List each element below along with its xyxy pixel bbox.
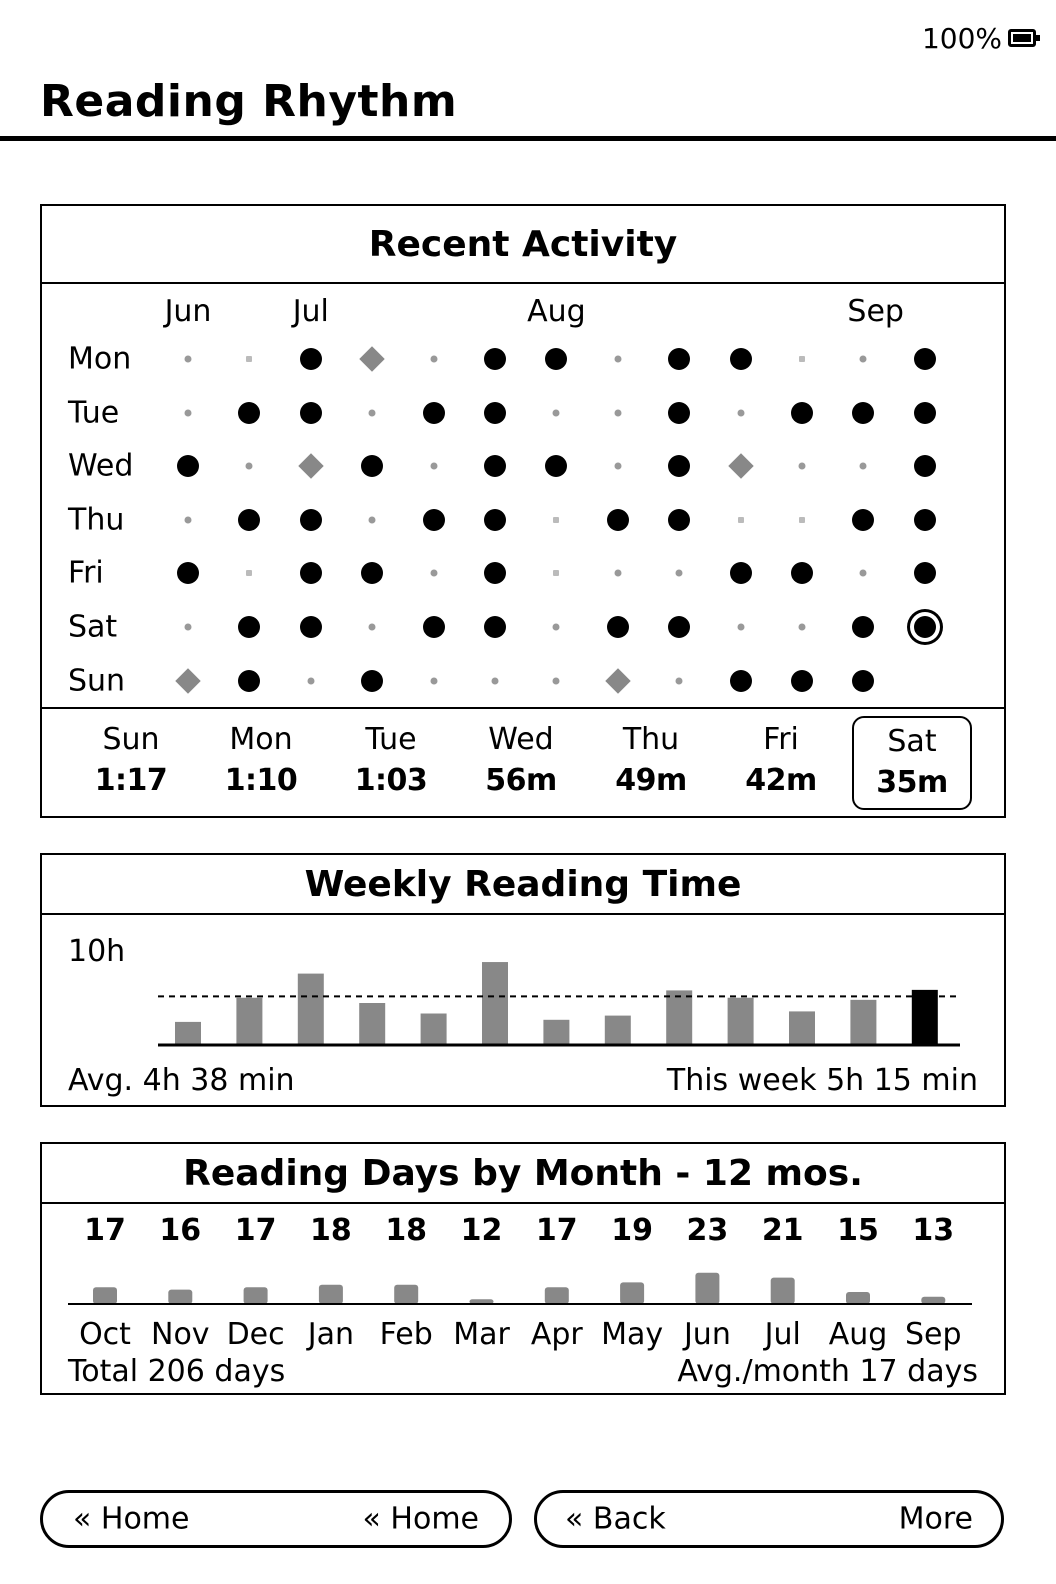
activity-cell <box>791 402 813 424</box>
recent-activity-title: Recent Activity <box>42 206 1004 284</box>
day-summary-day: Thu <box>622 722 680 757</box>
activity-cell <box>730 348 752 370</box>
status-bar <box>922 18 1036 58</box>
month-category-label: Aug <box>828 1317 888 1352</box>
day-summary-value: 56m <box>485 763 557 798</box>
day-summary-day: Fri <box>763 722 799 757</box>
nav-home-link-2[interactable]: « Home <box>362 1501 479 1537</box>
activity-cell <box>737 624 744 631</box>
month-bar <box>620 1282 644 1304</box>
day-summary-day: Sun <box>102 722 160 757</box>
weekday-label: Tue <box>68 395 120 431</box>
day-summary-value: 42m <box>745 763 817 798</box>
month-category-label: Jun <box>683 1317 731 1352</box>
weekly-scale-label: 10h <box>68 934 126 969</box>
month-label: Sep <box>847 294 904 329</box>
activity-cell <box>238 670 260 692</box>
activity-cell <box>185 516 192 523</box>
activity-cell <box>545 455 567 477</box>
month-value-label: 18 <box>385 1213 428 1248</box>
activity-cell <box>553 570 559 576</box>
month-value-label: 17 <box>84 1213 126 1248</box>
activity-cell <box>668 509 690 531</box>
weekly-bar <box>175 1022 201 1045</box>
activity-cell <box>799 463 806 470</box>
month-bar <box>168 1290 192 1304</box>
weekly-reading-title: Weekly Reading Time <box>42 855 1004 915</box>
activity-cell <box>668 616 690 638</box>
activity-cell <box>246 570 252 576</box>
activity-cell <box>676 677 683 684</box>
activity-cell <box>238 509 260 531</box>
activity-cell <box>300 348 322 370</box>
day-summary-value: 1:17 <box>94 763 168 798</box>
month-category-label: Sep <box>905 1317 962 1352</box>
activity-cell <box>185 624 192 631</box>
activity-cell <box>607 509 629 531</box>
activity-cell <box>553 677 560 684</box>
day-summary-day: Mon <box>229 722 293 757</box>
month-bar <box>319 1285 343 1304</box>
activity-cell <box>553 409 560 416</box>
month-value-label: 23 <box>686 1213 729 1248</box>
nav-button-left[interactable] <box>40 1490 512 1548</box>
month-bar <box>771 1278 795 1304</box>
month-category-label: Jan <box>307 1317 355 1352</box>
day-summary-day: Wed <box>488 722 554 757</box>
activity-cell <box>852 616 874 638</box>
weekday-label: Sun <box>68 663 126 699</box>
day-summary-value: 1:10 <box>224 763 298 798</box>
day-summary-wed[interactable] <box>461 716 581 810</box>
month-label: Jun <box>164 294 212 329</box>
activity-cell <box>914 509 936 531</box>
activity-cell <box>430 463 437 470</box>
battery-icon <box>1008 29 1036 47</box>
activity-cell <box>553 624 560 631</box>
activity-cell <box>484 616 506 638</box>
day-summary-fri[interactable] <box>721 716 841 810</box>
day-summary-day: Tue <box>365 722 417 757</box>
month-category-label: Mar <box>453 1317 510 1352</box>
nav-button-right[interactable] <box>534 1490 1004 1548</box>
weekday-label: Thu <box>68 502 125 538</box>
activity-cell <box>430 677 437 684</box>
monthly-total-label: Total 206 days <box>68 1354 286 1389</box>
activity-cell <box>177 562 199 584</box>
month-category-label: Feb <box>379 1317 433 1352</box>
activity-cell <box>423 402 445 424</box>
month-value-label: 17 <box>234 1213 277 1248</box>
month-category-label: May <box>601 1317 664 1352</box>
activity-cell <box>607 616 629 638</box>
weekly-bar <box>359 1003 385 1045</box>
monthly-days-title: Reading Days by Month - 12 mos. <box>42 1144 1004 1204</box>
activity-cell <box>730 670 752 692</box>
month-bar <box>846 1292 870 1304</box>
activity-cell <box>177 455 199 477</box>
day-summary-value: 49m <box>615 763 687 798</box>
activity-cell <box>430 356 437 363</box>
weekly-bar <box>236 998 262 1045</box>
activity-cell <box>852 670 874 692</box>
activity-cell <box>300 509 322 531</box>
activity-cell <box>300 402 322 424</box>
activity-cell <box>914 402 936 424</box>
activity-cell <box>730 562 752 584</box>
nav-home-link[interactable]: « Home <box>73 1501 190 1537</box>
month-value-label: 21 <box>761 1213 804 1248</box>
activity-cell <box>307 677 314 684</box>
month-bar <box>244 1287 268 1304</box>
day-summary-thu[interactable] <box>591 716 711 810</box>
activity-cell <box>369 516 376 523</box>
activity-cell <box>614 356 621 363</box>
activity-cell <box>738 517 744 523</box>
activity-cell <box>492 677 499 684</box>
activity-cell <box>860 463 867 470</box>
activity-cell <box>852 402 874 424</box>
nav-back-link[interactable]: « Back <box>565 1501 666 1537</box>
activity-cell <box>300 616 322 638</box>
weekly-bar <box>421 1014 447 1046</box>
activity-cell <box>799 356 805 362</box>
weekly-bar <box>850 1000 876 1045</box>
weekly-bar <box>728 998 754 1045</box>
activity-cell <box>914 455 936 477</box>
day-summary-mon[interactable] <box>201 716 321 810</box>
activity-cell <box>614 409 621 416</box>
month-value-label: 16 <box>159 1213 202 1248</box>
month-value-label: 19 <box>611 1213 653 1248</box>
month-bar <box>394 1285 418 1304</box>
day-summary-value: 35m <box>876 765 948 800</box>
weekly-bar <box>298 974 324 1045</box>
activity-cell <box>484 348 506 370</box>
month-category-label: Dec <box>226 1317 285 1352</box>
day-summary-sat[interactable] <box>852 716 972 810</box>
activity-cell <box>553 517 559 523</box>
page-title: Reading Rhythm <box>40 76 458 127</box>
activity-cell <box>238 402 260 424</box>
activity-cell <box>361 670 383 692</box>
activity-cell <box>484 455 506 477</box>
activity-cell <box>238 616 260 638</box>
activity-cell <box>668 455 690 477</box>
weekly-bar <box>789 1011 815 1045</box>
weekly-avg-label: Avg. 4h 38 min <box>68 1063 295 1098</box>
activity-cell <box>914 562 936 584</box>
weekday-label: Mon <box>68 341 132 377</box>
activity-cell <box>484 562 506 584</box>
activity-cell <box>668 348 690 370</box>
nav-more-link[interactable]: More <box>898 1501 973 1537</box>
activity-cell <box>430 570 437 577</box>
monthly-avg-label: Avg./month 17 days <box>677 1354 978 1389</box>
activity-cell <box>860 570 867 577</box>
month-value-label: 17 <box>535 1213 578 1248</box>
this-week-label: This week 5h 15 min <box>666 1063 978 1098</box>
activity-cell <box>369 624 376 631</box>
activity-cell <box>791 670 813 692</box>
activity-cell <box>361 455 383 477</box>
monthly-bar-chart <box>42 1204 1004 1364</box>
activity-cell <box>737 409 744 416</box>
month-bar <box>93 1287 117 1304</box>
activity-cell <box>369 409 376 416</box>
month-value-label: 15 <box>837 1213 879 1248</box>
day-summary-tue[interactable] <box>331 716 451 810</box>
activity-cell <box>423 509 445 531</box>
weekday-label: Fri <box>68 555 104 591</box>
activity-cell <box>246 463 253 470</box>
month-value-label: 12 <box>460 1213 503 1248</box>
activity-cell <box>484 509 506 531</box>
day-summary-value: 1:03 <box>354 763 428 798</box>
weekly-bar <box>482 962 508 1045</box>
activity-cell <box>860 356 867 363</box>
title-divider <box>0 136 1056 141</box>
activity-cell <box>423 616 445 638</box>
activity-cell <box>614 570 621 577</box>
weekly-bar <box>543 1020 569 1045</box>
day-summary-day: Sat <box>887 724 937 759</box>
month-value-label: 13 <box>912 1213 955 1248</box>
activity-cell <box>914 348 936 370</box>
month-bar <box>921 1297 945 1304</box>
day-summary-divider <box>42 707 1004 709</box>
month-label: Jul <box>292 294 329 329</box>
activity-cell <box>300 562 322 584</box>
month-category-label: Oct <box>79 1317 131 1352</box>
month-bar <box>695 1273 719 1304</box>
activity-cell <box>484 402 506 424</box>
month-category-label: Nov <box>151 1317 210 1352</box>
activity-cell <box>545 348 567 370</box>
weekly-bar <box>605 1016 631 1045</box>
battery-percent: 100% <box>921 21 1002 55</box>
weekly-bar-current <box>912 990 938 1045</box>
activity-cell <box>185 356 192 363</box>
activity-cell <box>852 509 874 531</box>
month-value-label: 18 <box>310 1213 352 1248</box>
activity-cell <box>185 409 192 416</box>
weekday-label: Sat <box>68 609 118 645</box>
activity-cell <box>676 570 683 577</box>
month-label: Aug <box>527 294 586 329</box>
activity-cell <box>246 356 252 362</box>
month-category-label: Apr <box>530 1317 583 1352</box>
weekly-bar <box>666 990 692 1045</box>
day-summary-sun[interactable] <box>71 716 191 810</box>
activity-cell <box>799 624 806 631</box>
activity-cell <box>791 562 813 584</box>
activity-cell <box>361 562 383 584</box>
weekday-label: Wed <box>68 448 134 484</box>
month-bar <box>545 1287 569 1304</box>
activity-cell <box>668 402 690 424</box>
month-category-label: Jul <box>764 1317 801 1352</box>
activity-cell <box>799 517 805 523</box>
weekly-bar-chart <box>42 916 1004 1056</box>
activity-cell <box>614 463 621 470</box>
activity-cell-today <box>914 616 936 638</box>
